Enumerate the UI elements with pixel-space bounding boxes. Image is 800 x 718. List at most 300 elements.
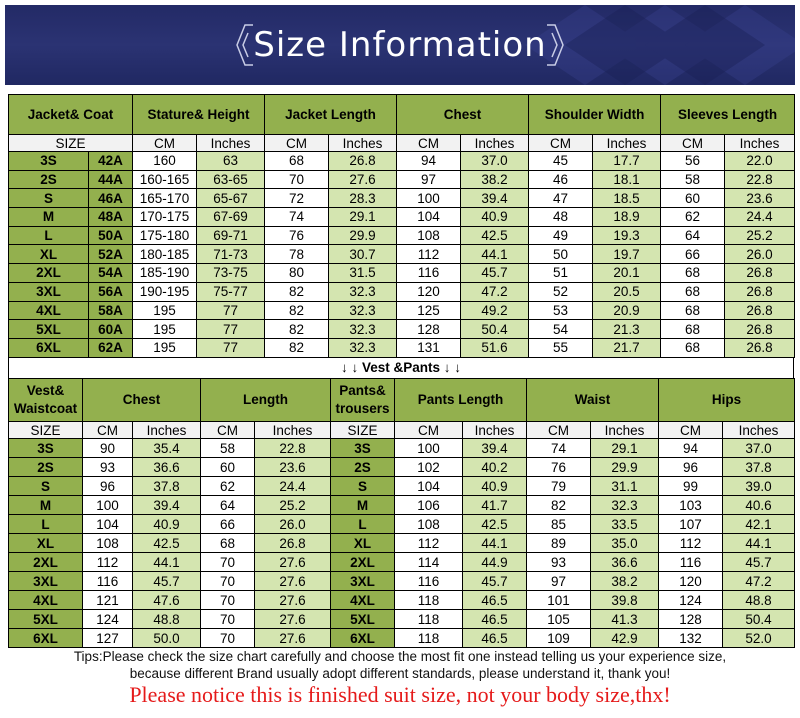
size-value: 58 bbox=[661, 170, 725, 189]
size-label: 6XL bbox=[9, 338, 89, 357]
unit-cm: CM bbox=[395, 422, 463, 439]
size-value: 56 bbox=[661, 152, 725, 171]
size-label: L bbox=[9, 226, 89, 245]
size-label: S bbox=[9, 477, 83, 496]
size-value: 103 bbox=[659, 496, 723, 515]
size-value: 45.7 bbox=[461, 264, 529, 283]
size-value: 68 bbox=[661, 264, 725, 283]
size-value: 45.7 bbox=[723, 553, 795, 572]
size-value: 185-190 bbox=[133, 264, 197, 283]
size-value: 27.6 bbox=[255, 591, 331, 610]
size-code: 42A bbox=[89, 152, 133, 171]
size-value: 70 bbox=[201, 610, 255, 629]
unit-cm: CM bbox=[529, 135, 593, 152]
size-value: 120 bbox=[397, 282, 461, 301]
unit-inches: Inches bbox=[723, 422, 795, 439]
size-value: 118 bbox=[395, 610, 463, 629]
size-value: 50.0 bbox=[133, 629, 201, 648]
size-value: 27.6 bbox=[255, 610, 331, 629]
size-value: 42.5 bbox=[461, 226, 529, 245]
size-value: 35.0 bbox=[591, 534, 659, 553]
size-value: 50.4 bbox=[723, 610, 795, 629]
size-value: 40.2 bbox=[463, 458, 527, 477]
size-label: 2XL bbox=[9, 264, 89, 283]
header-jacket-length: Jacket Length bbox=[265, 95, 397, 135]
size-value: 42.5 bbox=[463, 515, 527, 534]
header-pants-length: Pants Length bbox=[395, 379, 527, 422]
header-size: SIZE bbox=[9, 422, 83, 439]
size-value: 68 bbox=[661, 282, 725, 301]
size-value: 71-73 bbox=[197, 245, 265, 264]
table-row bbox=[9, 226, 795, 245]
size-value: 45 bbox=[529, 152, 593, 171]
size-value: 68 bbox=[661, 301, 725, 320]
table-row bbox=[9, 264, 795, 283]
size-label: M bbox=[331, 496, 395, 515]
size-value: 44.1 bbox=[461, 245, 529, 264]
size-value: 51.6 bbox=[461, 338, 529, 357]
size-value: 46.5 bbox=[463, 591, 527, 610]
size-value: 104 bbox=[83, 515, 133, 534]
header-hips: Hips bbox=[659, 379, 795, 422]
size-value: 118 bbox=[395, 629, 463, 648]
size-label: L bbox=[331, 515, 395, 534]
size-value: 44.1 bbox=[463, 534, 527, 553]
header-sleeves-length: Sleeves Length bbox=[661, 95, 795, 135]
size-value: 77 bbox=[197, 320, 265, 339]
size-label: XL bbox=[331, 534, 395, 553]
size-value: 39.4 bbox=[463, 439, 527, 458]
size-value: 76 bbox=[527, 458, 591, 477]
size-value: 35.4 bbox=[133, 439, 201, 458]
tips-line-1: Tips:Please check the size chart carefully and choose the most fit one instead telling us your experience size, bbox=[73, 649, 727, 664]
size-value: 109 bbox=[527, 629, 591, 648]
size-value: 25.2 bbox=[725, 226, 795, 245]
table-row bbox=[9, 301, 795, 320]
size-code: 46A bbox=[89, 189, 133, 208]
table-row bbox=[9, 572, 795, 591]
size-value: 45.7 bbox=[463, 572, 527, 591]
size-value: 39.0 bbox=[723, 477, 795, 496]
table-row bbox=[9, 282, 795, 301]
size-value: 20.5 bbox=[593, 282, 661, 301]
header-jacket-coat: Jacket& Coat bbox=[9, 95, 133, 135]
size-value: 112 bbox=[395, 534, 463, 553]
size-value: 100 bbox=[395, 439, 463, 458]
size-value: 90 bbox=[83, 439, 133, 458]
size-value: 97 bbox=[397, 170, 461, 189]
size-value: 128 bbox=[397, 320, 461, 339]
size-value: 65-67 bbox=[197, 189, 265, 208]
size-label: M bbox=[9, 208, 89, 227]
size-value: 40.9 bbox=[461, 208, 529, 227]
size-value: 31.1 bbox=[591, 477, 659, 496]
size-value: 21.7 bbox=[593, 338, 661, 357]
size-value: 18.1 bbox=[593, 170, 661, 189]
size-value: 105 bbox=[527, 610, 591, 629]
size-value: 36.6 bbox=[133, 458, 201, 477]
size-value: 99 bbox=[659, 477, 723, 496]
size-value: 94 bbox=[397, 152, 461, 171]
size-value: 112 bbox=[397, 245, 461, 264]
size-value: 82 bbox=[265, 301, 329, 320]
size-value: 82 bbox=[265, 282, 329, 301]
tips-line-2: because different Brand usually adopt different standards, please understand it, thank you! bbox=[129, 666, 671, 681]
size-value: 106 bbox=[395, 496, 463, 515]
size-value: 74 bbox=[265, 208, 329, 227]
size-label: 5XL bbox=[9, 610, 83, 629]
table-row bbox=[9, 152, 795, 171]
size-label: S bbox=[331, 477, 395, 496]
size-value: 40.9 bbox=[463, 477, 527, 496]
size-value: 22.8 bbox=[725, 170, 795, 189]
size-value: 54 bbox=[529, 320, 593, 339]
size-value: 26.8 bbox=[725, 338, 795, 357]
unit-inches: Inches bbox=[255, 422, 331, 439]
size-value: 38.2 bbox=[591, 572, 659, 591]
size-value: 32.3 bbox=[591, 496, 659, 515]
size-value: 108 bbox=[397, 226, 461, 245]
size-value: 79 bbox=[527, 477, 591, 496]
size-value: 100 bbox=[397, 189, 461, 208]
size-value: 64 bbox=[201, 496, 255, 515]
table-row bbox=[9, 170, 795, 189]
size-value: 47.6 bbox=[133, 591, 201, 610]
size-label: 5XL bbox=[9, 320, 89, 339]
size-value: 46.5 bbox=[463, 629, 527, 648]
size-value: 39.4 bbox=[461, 189, 529, 208]
size-value: 76 bbox=[265, 226, 329, 245]
size-value: 20.9 bbox=[593, 301, 661, 320]
size-value: 70 bbox=[265, 170, 329, 189]
size-label: 2S bbox=[9, 458, 83, 477]
size-value: 66 bbox=[661, 245, 725, 264]
size-value: 93 bbox=[83, 458, 133, 477]
size-value: 62 bbox=[661, 208, 725, 227]
size-value: 62 bbox=[201, 477, 255, 496]
size-value: 60 bbox=[201, 458, 255, 477]
header-waist: Waist bbox=[527, 379, 659, 422]
size-value: 39.4 bbox=[133, 496, 201, 515]
size-value: 70 bbox=[201, 629, 255, 648]
size-code: 44A bbox=[89, 170, 133, 189]
size-label: L bbox=[9, 515, 83, 534]
size-value: 69-71 bbox=[197, 226, 265, 245]
size-value: 116 bbox=[395, 572, 463, 591]
header-pants-trousers: Pants& trousers bbox=[331, 379, 395, 422]
size-value: 18.9 bbox=[593, 208, 661, 227]
size-value: 60 bbox=[661, 189, 725, 208]
size-value: 82 bbox=[265, 338, 329, 357]
size-value: 195 bbox=[133, 320, 197, 339]
size-value: 27.6 bbox=[255, 572, 331, 591]
size-value: 55 bbox=[529, 338, 593, 357]
size-value: 74 bbox=[527, 439, 591, 458]
size-value: 27.6 bbox=[255, 629, 331, 648]
unit-cm: CM bbox=[659, 422, 723, 439]
size-value: 30.7 bbox=[329, 245, 397, 264]
size-value: 41.3 bbox=[591, 610, 659, 629]
size-label: 2XL bbox=[331, 553, 395, 572]
size-value: 190-195 bbox=[133, 282, 197, 301]
size-value: 40.9 bbox=[133, 515, 201, 534]
size-value: 68 bbox=[201, 534, 255, 553]
size-label: 3S bbox=[9, 439, 83, 458]
table-row bbox=[9, 458, 795, 477]
size-value: 47.2 bbox=[723, 572, 795, 591]
unit-inches: Inches bbox=[463, 422, 527, 439]
size-value: 72 bbox=[265, 189, 329, 208]
size-value: 82 bbox=[265, 320, 329, 339]
size-value: 22.0 bbox=[725, 152, 795, 171]
header-chest: Chest bbox=[397, 95, 529, 135]
size-value: 101 bbox=[527, 591, 591, 610]
table-row bbox=[9, 439, 795, 458]
table-row bbox=[9, 320, 795, 339]
size-value: 47.2 bbox=[461, 282, 529, 301]
size-value: 114 bbox=[395, 553, 463, 572]
size-value: 36.6 bbox=[591, 553, 659, 572]
size-value: 44.9 bbox=[463, 553, 527, 572]
size-value: 195 bbox=[133, 301, 197, 320]
size-value: 23.6 bbox=[255, 458, 331, 477]
size-value: 82 bbox=[527, 496, 591, 515]
size-value: 63-65 bbox=[197, 170, 265, 189]
size-value: 66 bbox=[201, 515, 255, 534]
unit-inches: Inches bbox=[461, 135, 529, 152]
size-value: 24.4 bbox=[725, 208, 795, 227]
size-value: 26.8 bbox=[725, 320, 795, 339]
table-row bbox=[9, 189, 795, 208]
size-label: M bbox=[9, 496, 83, 515]
size-value: 68 bbox=[661, 320, 725, 339]
size-value: 175-180 bbox=[133, 226, 197, 245]
size-value: 116 bbox=[83, 572, 133, 591]
header-size: SIZE bbox=[9, 135, 133, 152]
size-value: 121 bbox=[83, 591, 133, 610]
size-code: 48A bbox=[89, 208, 133, 227]
size-value: 124 bbox=[83, 610, 133, 629]
size-value: 68 bbox=[661, 338, 725, 357]
size-label: 2S bbox=[9, 170, 89, 189]
size-value: 128 bbox=[659, 610, 723, 629]
size-value: 100 bbox=[83, 496, 133, 515]
size-label: 2XL bbox=[9, 553, 83, 572]
vest-pants-separator: ↓ ↓ Vest &Pants ↓ ↓ bbox=[8, 358, 794, 378]
size-code: 52A bbox=[89, 245, 133, 264]
table-row bbox=[9, 338, 795, 357]
size-value: 32.3 bbox=[329, 301, 397, 320]
unit-cm: CM bbox=[265, 135, 329, 152]
size-code: 50A bbox=[89, 226, 133, 245]
size-label: 6XL bbox=[331, 629, 395, 648]
size-value: 32.3 bbox=[329, 282, 397, 301]
size-value: 27.6 bbox=[329, 170, 397, 189]
size-value: 41.7 bbox=[463, 496, 527, 515]
size-label: 3XL bbox=[331, 572, 395, 591]
size-value: 77 bbox=[197, 301, 265, 320]
size-code: 62A bbox=[89, 338, 133, 357]
unit-inches: Inches bbox=[133, 422, 201, 439]
size-value: 73-75 bbox=[197, 264, 265, 283]
table-row bbox=[9, 534, 795, 553]
size-value: 28.3 bbox=[329, 189, 397, 208]
size-value: 42.9 bbox=[591, 629, 659, 648]
size-value: 32.3 bbox=[329, 320, 397, 339]
header-size: SIZE bbox=[331, 422, 395, 439]
table-row bbox=[9, 515, 795, 534]
size-value: 93 bbox=[527, 553, 591, 572]
size-value: 49.2 bbox=[461, 301, 529, 320]
table-row bbox=[9, 477, 795, 496]
size-value: 124 bbox=[659, 591, 723, 610]
jacket-size-table bbox=[8, 94, 795, 358]
size-value: 26.0 bbox=[725, 245, 795, 264]
unit-cm: CM bbox=[83, 422, 133, 439]
size-value: 26.8 bbox=[725, 301, 795, 320]
size-value: 53 bbox=[529, 301, 593, 320]
size-value: 116 bbox=[397, 264, 461, 283]
size-value: 68 bbox=[265, 152, 329, 171]
size-value: 26.8 bbox=[255, 534, 331, 553]
size-value: 70 bbox=[201, 591, 255, 610]
size-value: 26.8 bbox=[725, 282, 795, 301]
size-value: 80 bbox=[265, 264, 329, 283]
size-value: 33.5 bbox=[591, 515, 659, 534]
size-value: 42.5 bbox=[133, 534, 201, 553]
size-label: 4XL bbox=[9, 301, 89, 320]
table-row bbox=[9, 496, 795, 515]
unit-cm: CM bbox=[201, 422, 255, 439]
size-value: 48.8 bbox=[133, 610, 201, 629]
size-value: 102 bbox=[395, 458, 463, 477]
size-code: 56A bbox=[89, 282, 133, 301]
size-label: XL bbox=[9, 245, 89, 264]
size-value: 75-77 bbox=[197, 282, 265, 301]
size-value: 51 bbox=[529, 264, 593, 283]
size-value: 46 bbox=[529, 170, 593, 189]
unit-inches: Inches bbox=[591, 422, 659, 439]
size-value: 32.3 bbox=[329, 338, 397, 357]
unit-inches: Inches bbox=[329, 135, 397, 152]
size-value: 49 bbox=[529, 226, 593, 245]
vest-pants-size-table bbox=[8, 378, 795, 648]
size-value: 108 bbox=[83, 534, 133, 553]
size-value: 118 bbox=[395, 591, 463, 610]
size-label: 6XL bbox=[9, 629, 83, 648]
size-value: 25.2 bbox=[255, 496, 331, 515]
size-value: 23.6 bbox=[725, 189, 795, 208]
size-value: 48 bbox=[529, 208, 593, 227]
unit-cm: CM bbox=[397, 135, 461, 152]
size-value: 125 bbox=[397, 301, 461, 320]
size-value: 131 bbox=[397, 338, 461, 357]
size-value: 52.0 bbox=[723, 629, 795, 648]
size-value: 70 bbox=[201, 553, 255, 572]
size-value: 26.0 bbox=[255, 515, 331, 534]
size-value: 44.1 bbox=[133, 553, 201, 572]
size-value: 77 bbox=[197, 338, 265, 357]
size-value: 37.0 bbox=[461, 152, 529, 171]
size-value: 120 bbox=[659, 572, 723, 591]
header-vest-chest: Chest bbox=[83, 379, 201, 422]
size-value: 42.1 bbox=[723, 515, 795, 534]
size-label: 4XL bbox=[331, 591, 395, 610]
size-value: 21.3 bbox=[593, 320, 661, 339]
size-value: 29.1 bbox=[329, 208, 397, 227]
size-value: 78 bbox=[265, 245, 329, 264]
size-value: 127 bbox=[83, 629, 133, 648]
size-label: 5XL bbox=[331, 610, 395, 629]
finished-size-notice: Please notice this is finished suit size, not your body size,thx! bbox=[129, 682, 671, 707]
size-value: 132 bbox=[659, 629, 723, 648]
tips-text bbox=[0, 648, 800, 682]
size-value: 63 bbox=[197, 152, 265, 171]
size-label: 4XL bbox=[9, 591, 83, 610]
size-value: 29.9 bbox=[329, 226, 397, 245]
size-label: 2S bbox=[331, 458, 395, 477]
size-value: 112 bbox=[659, 534, 723, 553]
size-label: 3XL bbox=[9, 572, 83, 591]
size-value: 180-185 bbox=[133, 245, 197, 264]
size-value: 107 bbox=[659, 515, 723, 534]
table-row bbox=[9, 610, 795, 629]
table-row bbox=[9, 245, 795, 264]
size-value: 50 bbox=[529, 245, 593, 264]
size-value: 45.7 bbox=[133, 572, 201, 591]
size-value: 22.8 bbox=[255, 439, 331, 458]
size-value: 195 bbox=[133, 338, 197, 357]
size-value: 31.5 bbox=[329, 264, 397, 283]
size-value: 96 bbox=[659, 458, 723, 477]
size-value: 108 bbox=[395, 515, 463, 534]
size-label: XL bbox=[9, 534, 83, 553]
size-value: 37.0 bbox=[723, 439, 795, 458]
size-code: 58A bbox=[89, 301, 133, 320]
size-value: 104 bbox=[397, 208, 461, 227]
header-vest-length: Length bbox=[201, 379, 331, 422]
size-value: 96 bbox=[83, 477, 133, 496]
size-value: 160-165 bbox=[133, 170, 197, 189]
unit-cm: CM bbox=[133, 135, 197, 152]
unit-cm: CM bbox=[661, 135, 725, 152]
size-value: 67-69 bbox=[197, 208, 265, 227]
size-value: 17.7 bbox=[593, 152, 661, 171]
size-value: 46.5 bbox=[463, 610, 527, 629]
size-label: 3XL bbox=[9, 282, 89, 301]
size-value: 58 bbox=[201, 439, 255, 458]
size-value: 20.1 bbox=[593, 264, 661, 283]
size-value: 160 bbox=[133, 152, 197, 171]
size-label: 3S bbox=[331, 439, 395, 458]
size-information-banner bbox=[5, 5, 795, 85]
size-label: S bbox=[9, 189, 89, 208]
size-value: 44.1 bbox=[723, 534, 795, 553]
header-vest-waistcoat: Vest& Waistcoat bbox=[9, 379, 83, 422]
table-row bbox=[9, 553, 795, 572]
size-value: 38.2 bbox=[461, 170, 529, 189]
size-value: 47 bbox=[529, 189, 593, 208]
header-stature-height: Stature& Height bbox=[133, 95, 265, 135]
table-row bbox=[9, 591, 795, 610]
unit-inches: Inches bbox=[593, 135, 661, 152]
size-value: 89 bbox=[527, 534, 591, 553]
size-value: 50.4 bbox=[461, 320, 529, 339]
size-code: 54A bbox=[89, 264, 133, 283]
size-value: 26.8 bbox=[329, 152, 397, 171]
table-row bbox=[9, 208, 795, 227]
size-value: 19.3 bbox=[593, 226, 661, 245]
